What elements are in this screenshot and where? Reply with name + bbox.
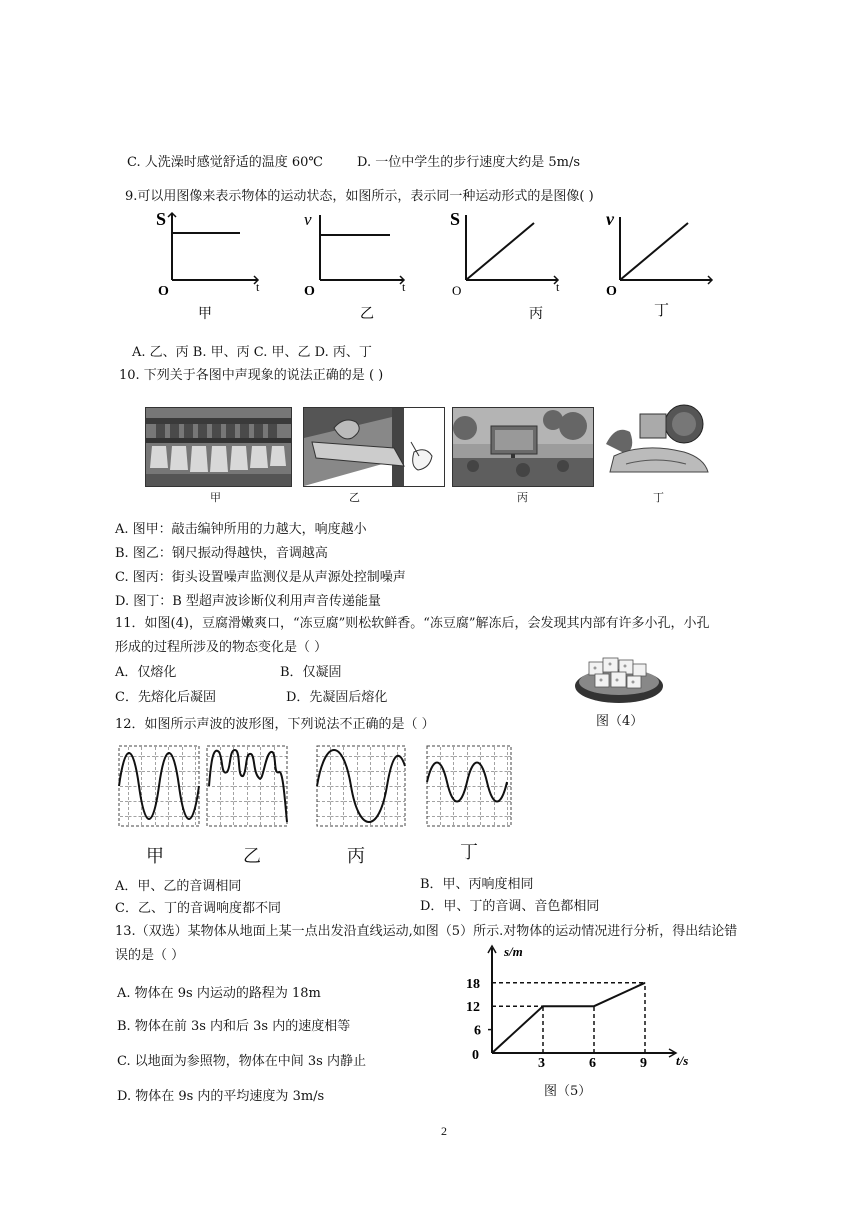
- graph-jia-y-label: S: [156, 209, 167, 229]
- q9-stem: 9.可以用图像来表示物体的运动状态，如图所示，表示同一种运动形式的是图像( ): [125, 189, 594, 204]
- q13-stem-line1: 13.（双选）某物体从地面上某一点出发沿直线运动,如图（5）所示.对物体的运动情况进行分析，得出结论错: [115, 924, 738, 939]
- q12-caption-bing: 丙: [347, 846, 365, 867]
- graph-ding-origin: O: [606, 284, 617, 299]
- q11-option-c: C．先熔化后凝固: [115, 690, 216, 705]
- graph-jia-caption: 甲: [198, 307, 212, 322]
- q10-option-a: A. 图甲：敲击编钟所用的力越大，响度越小: [115, 522, 367, 537]
- st-x-tick-label: 6: [589, 1056, 596, 1071]
- q12-option-b: B．甲、丙响度相同: [420, 877, 534, 892]
- frozen-tofu-image: [573, 650, 665, 706]
- waveform-bing: [317, 746, 405, 826]
- graph-ding-y-label: v: [606, 209, 614, 229]
- graph-bing-x-label: t: [556, 280, 560, 294]
- q13-figure-label: 图（5）: [544, 1084, 592, 1099]
- q8-option-c: C. 人洗澡时感觉舒适的温度 60℃: [127, 155, 323, 170]
- q11-stem-line1: 11．如图(4)，豆腐滑嫩爽口，“冻豆腐”则松软鲜香。“冻豆腐”解冻后，会发现其内部有许多小孔，小孔: [115, 616, 710, 631]
- graph-bing-caption: 丙: [529, 307, 543, 322]
- graph-jia: [156, 209, 260, 322]
- noise-monitor-photo: [452, 407, 594, 487]
- graph-yi-x-label: t: [402, 280, 406, 294]
- bianzhong-bells-photo: [145, 407, 292, 487]
- q10-caption-jia: 甲: [210, 491, 221, 504]
- graph-jia-origin: O: [158, 284, 169, 299]
- q10-option-c: C. 图丙：街头设置噪声监测仪是从声源处控制噪声: [115, 570, 406, 585]
- st-data-line: [492, 983, 645, 1053]
- q10-caption-yi: 乙: [349, 491, 360, 504]
- q10-caption-bing: 丙: [517, 491, 528, 504]
- q13-option-b: B. 物体在前 3s 内和后 3s 内的速度相等: [117, 1019, 351, 1034]
- st-x-tick-label: 9: [640, 1056, 647, 1071]
- graph-yi-caption: 乙: [360, 307, 374, 322]
- q9-options: A. 乙、丙 B. 甲、丙 C. 甲、乙 D. 丙、丁: [132, 345, 372, 360]
- st-y-tick-label: 18: [466, 976, 480, 992]
- q12-caption-ding: 丁: [460, 842, 478, 863]
- q12-caption-yi: 乙: [243, 846, 261, 867]
- steel-ruler-photo: [303, 407, 445, 487]
- q13-option-a: A. 物体在 9s 内运动的路程为 18m: [117, 986, 321, 1001]
- q12-waveforms: [115, 742, 515, 837]
- st-origin: 0: [472, 1048, 479, 1063]
- q13-option-d: D. 物体在 9s 内的平均速度为 3m/s: [117, 1089, 325, 1104]
- q13-option-c: C. 以地面为参照物，物体在中间 3s 内静止: [117, 1054, 366, 1069]
- graph-yi-origin: O: [304, 284, 315, 299]
- q8-option-d: D. 一位中学生的步行速度大约是 5m/s: [357, 155, 581, 170]
- graph-yi: [304, 210, 406, 322]
- q11-option-d: D．先凝固后熔化: [286, 690, 388, 705]
- st-graph-ticks: [466, 977, 647, 1071]
- graph-bing-y-label: S: [450, 209, 461, 229]
- q11-figure-label: 图（4）: [596, 714, 644, 729]
- graph-ding: [606, 209, 712, 319]
- ultrasound-photo: [606, 404, 710, 484]
- q10-caption-ding: 丁: [653, 491, 664, 504]
- st-y-axis-label: s/m: [504, 944, 523, 959]
- q12-option-a: A．甲、乙的音调相同: [115, 879, 242, 894]
- q9-motion-graphs: [150, 205, 730, 325]
- q11-stem-line2: 形成的过程所涉及的物态变化是（ ）: [115, 640, 328, 655]
- graph-jia-x-label: t: [256, 280, 260, 294]
- q11-option-a: A．仅熔化: [115, 665, 177, 680]
- waveform-jia: [119, 746, 199, 826]
- graph-ding-caption: 丁: [654, 303, 670, 319]
- q10-option-d: D. 图丁：B 型超声波诊断仪利用声音传递能量: [115, 594, 381, 609]
- q12-stem: 12．如图所示声波的波形图，下列说法不正确的是（ ）: [115, 717, 435, 732]
- q13-stem-line2: 误的是（ ）: [115, 948, 185, 963]
- st-y-tick-label: 12: [466, 1000, 480, 1016]
- q11-option-b: B．仅凝固: [280, 665, 342, 680]
- q10-option-b: B. 图乙：钢尺振动得越快，音调越高: [115, 546, 328, 561]
- st-x-tick-label: 3: [538, 1056, 545, 1071]
- q10-stem: 10. 下列关于各图中声现象的说法正确的是 ( ): [119, 368, 384, 383]
- st-y-tick-label: 6: [474, 1023, 481, 1039]
- graph-bing-origin: O: [452, 283, 462, 298]
- waveform-ding: [427, 746, 511, 826]
- graph-bing: [450, 209, 560, 322]
- q12-option-d: D．甲、丁的音调、音色都相同: [420, 899, 600, 914]
- st-graph: [462, 940, 702, 1075]
- page-number: 2: [441, 1124, 447, 1138]
- graph-yi-y-label: v: [304, 210, 312, 229]
- st-x-axis-label: t/s: [676, 1053, 689, 1068]
- waveform-yi: [207, 746, 287, 826]
- q12-caption-jia: 甲: [146, 846, 164, 867]
- q12-option-c: C．乙、丁的音调响度都不同: [115, 901, 281, 916]
